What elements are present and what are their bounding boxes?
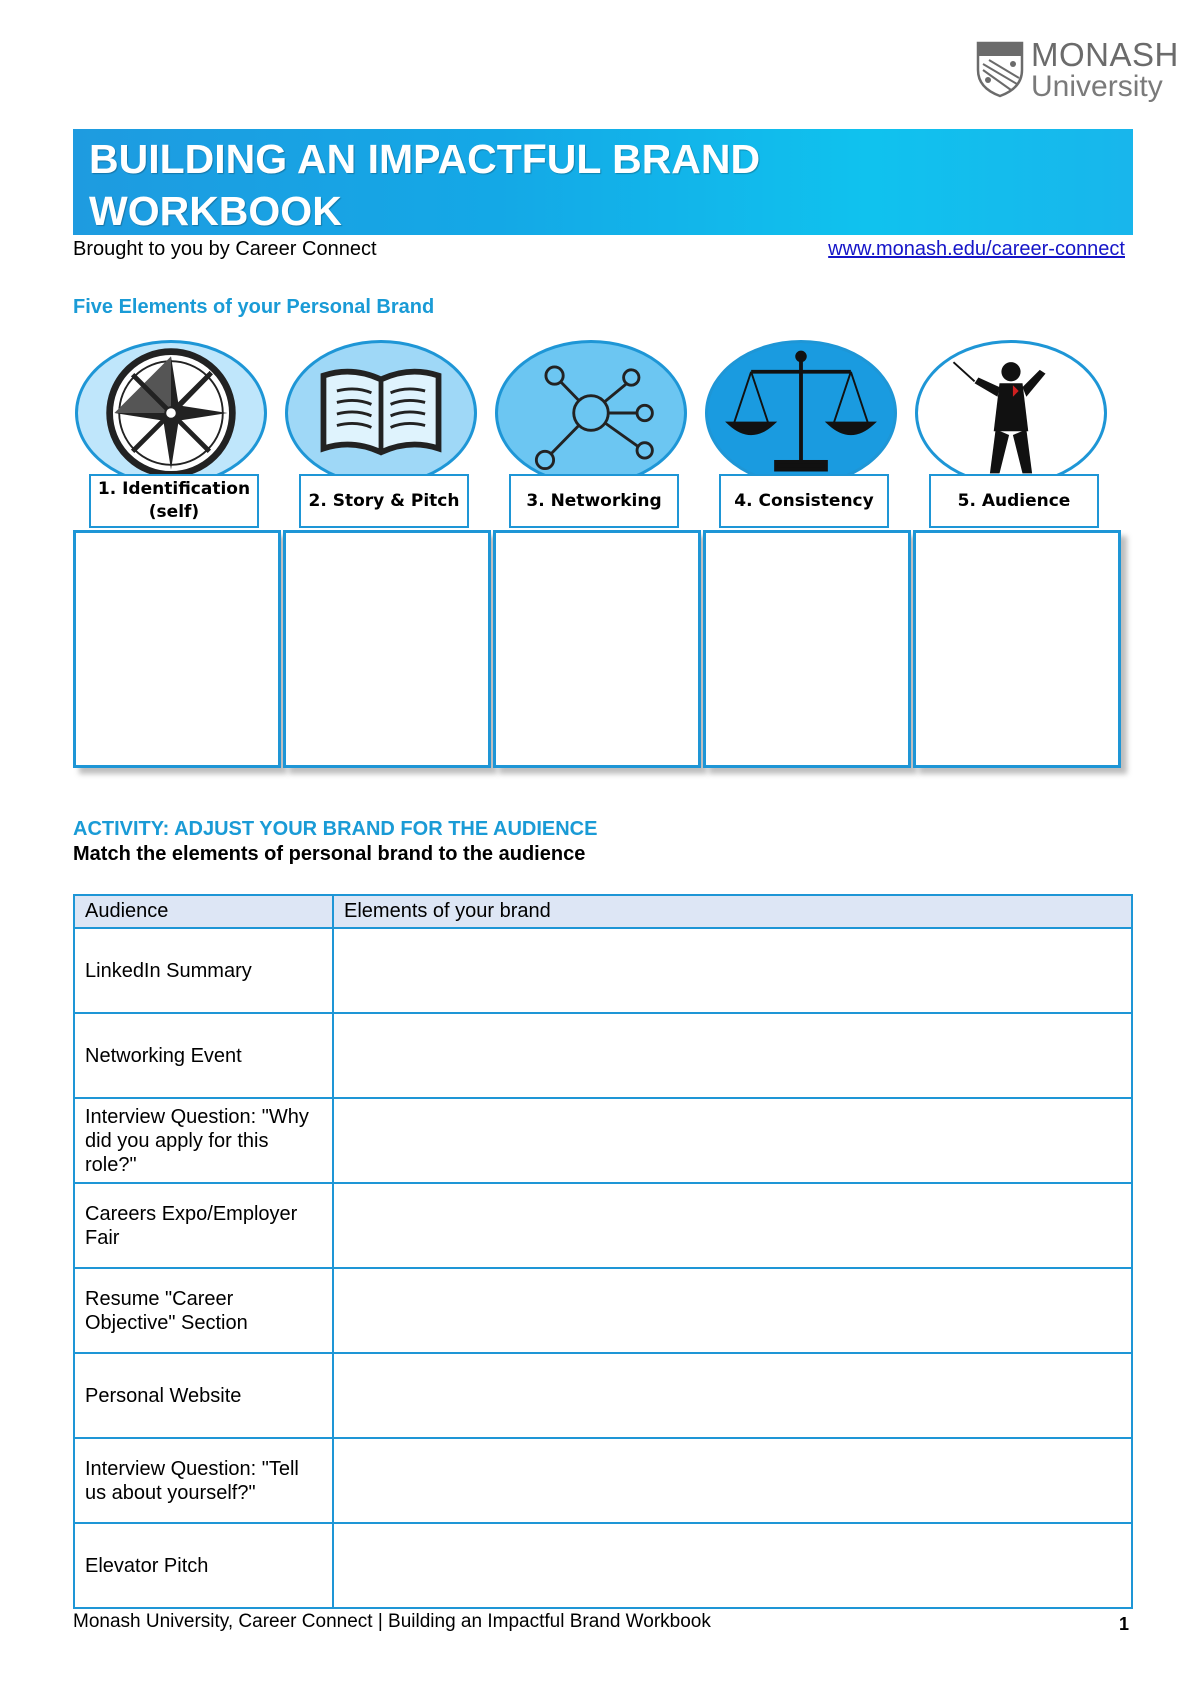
answer-cell[interactable]: [333, 1098, 1132, 1183]
table-header-row: [74, 895, 1132, 928]
page-number: 1: [1119, 1614, 1130, 1634]
monash-crest-icon: [975, 40, 1025, 98]
answer-cell[interactable]: [333, 928, 1132, 1013]
audience-cell: LinkedIn Summary: [74, 928, 333, 1013]
answer-cell[interactable]: [333, 1268, 1132, 1353]
subtitle: Brought to you by Career Connect: [73, 238, 377, 260]
answer-box-identification[interactable]: [73, 530, 281, 768]
element-label: 1. Identification (self): [89, 474, 259, 528]
audience-cell: Personal Website: [74, 1353, 333, 1438]
table-row: [74, 928, 1132, 1013]
element-card-story-pitch: [283, 340, 483, 770]
logo-university-text: University: [1031, 70, 1163, 103]
book-icon: [285, 340, 477, 486]
answer-cell[interactable]: [333, 1438, 1132, 1523]
answer-cell[interactable]: [333, 1183, 1132, 1268]
table-row: [74, 1523, 1132, 1608]
audience-column-header: Audience: [74, 895, 333, 928]
conductor-icon: [915, 340, 1107, 486]
element-card-audience: [913, 340, 1113, 770]
audience-cell: Elevator Pitch: [74, 1523, 333, 1608]
element-label: 5. Audience: [929, 474, 1099, 528]
element-card-identification: [73, 340, 273, 770]
answer-box-story-pitch[interactable]: [283, 530, 491, 768]
audience-cell: Networking Event: [74, 1013, 333, 1098]
scales-icon: [705, 340, 897, 486]
table-row: [74, 1098, 1132, 1183]
element-label: 4. Consistency: [719, 474, 889, 528]
answer-box-audience[interactable]: [913, 530, 1121, 768]
compass-icon: [75, 340, 267, 486]
logo-monash-text: MONASH: [1031, 36, 1179, 73]
career-connect-link[interactable]: www.monash.edu/career-connect: [828, 238, 1125, 260]
title-banner: [73, 129, 1133, 235]
audience-cell: Resume "Career Objective" Section: [74, 1268, 333, 1353]
footer-text: Monash University, Career Connect | Building an Impactful Brand Workbook: [73, 1611, 711, 1632]
element-label: 3. Networking: [509, 474, 679, 528]
activity-instructions: Match the elements of personal brand to the audience: [73, 843, 586, 865]
audience-table: [73, 894, 1133, 1609]
elements-column-header: Elements of your brand: [333, 895, 1132, 928]
network-icon: [495, 340, 687, 486]
audience-cell: Interview Question: "Tell us about yourself?": [74, 1438, 333, 1523]
answer-cell[interactable]: [333, 1523, 1132, 1608]
answer-box-consistency[interactable]: [703, 530, 911, 768]
answer-cell[interactable]: [333, 1353, 1132, 1438]
audience-cell: Interview Question: "Why did you apply for this role?": [74, 1098, 333, 1183]
monash-logo: [975, 36, 1179, 106]
table-row: [74, 1013, 1132, 1098]
answer-box-networking[interactable]: [493, 530, 701, 768]
element-card-networking: [493, 340, 693, 770]
element-card-consistency: [703, 340, 903, 770]
elements-heading: Five Elements of your Personal Brand: [73, 296, 435, 318]
activity-title: ACTIVITY: ADJUST YOUR BRAND FOR THE AUDIENCE: [73, 818, 598, 840]
page-title: BUILDING AN IMPACTFUL BRAND WORKBOOK: [89, 136, 761, 234]
table-row: [74, 1268, 1132, 1353]
audience-cell: Careers Expo/Employer Fair: [74, 1183, 333, 1268]
table-row: [74, 1183, 1132, 1268]
table-row: [74, 1353, 1132, 1438]
element-label: 2. Story & Pitch: [299, 474, 469, 528]
answer-cell[interactable]: [333, 1013, 1132, 1098]
table-row: [74, 1438, 1132, 1523]
